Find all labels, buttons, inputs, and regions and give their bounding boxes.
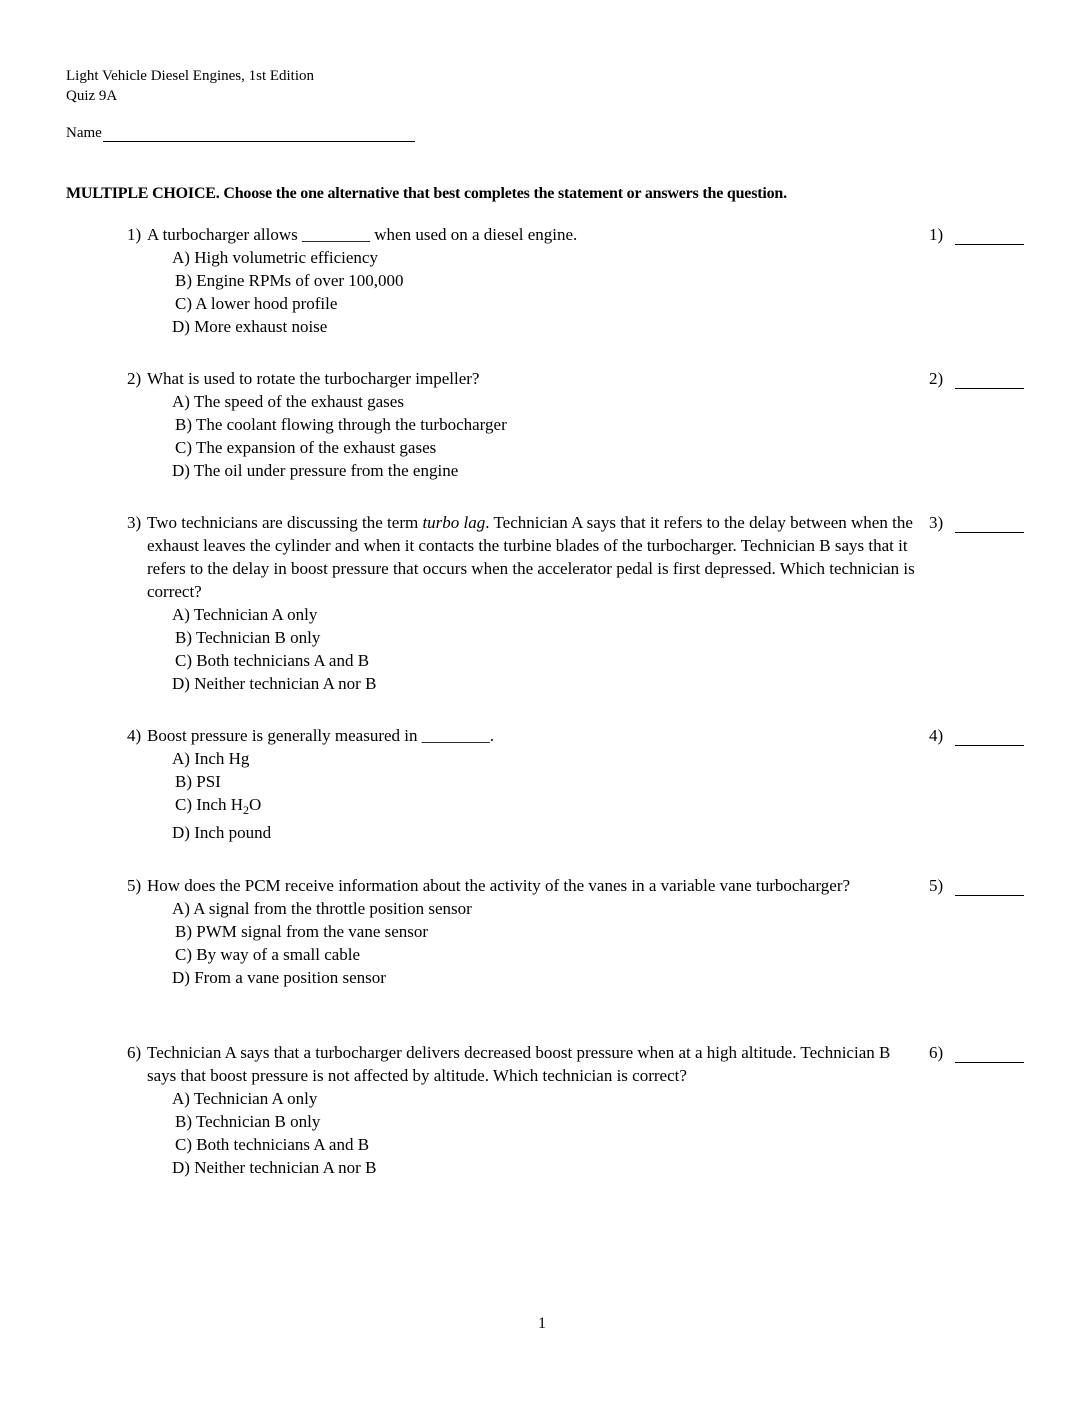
option-a: A) Inch Hg bbox=[172, 749, 250, 768]
document-header bbox=[66, 66, 314, 106]
option-b: B) PWM signal from the vane sensor bbox=[175, 922, 429, 941]
subscript: 2 bbox=[242, 803, 249, 817]
option-b: B) Engine RPMs of over 100,000 bbox=[175, 271, 404, 290]
option-c: C) A lower hood profile bbox=[175, 294, 338, 313]
answer-blank[interactable] bbox=[955, 518, 1024, 533]
question-number: 6) bbox=[127, 1043, 142, 1062]
name-field-row bbox=[66, 124, 415, 142]
answer-number: 6) bbox=[929, 1043, 944, 1062]
option-c: C) The expansion of the exhaust gases bbox=[175, 438, 437, 457]
answer-blank[interactable] bbox=[955, 230, 1024, 245]
answer-options bbox=[172, 603, 917, 695]
question-number: 3) bbox=[127, 513, 142, 532]
question-stem-post: . Technician A says that it refers to the delay between when the exhaust leaves the cylinder and when it contacts the turbine blades of the turbocharger. Technician B says that it refers to the delay in boost pressure that occurs when the accelerator pedal is first depressed. Which technician is correct? bbox=[147, 513, 915, 601]
answer-blank[interactable] bbox=[955, 731, 1024, 746]
question-2 bbox=[127, 367, 917, 482]
option-a: A) Technician A only bbox=[172, 1089, 318, 1108]
answer-number: 2) bbox=[929, 369, 944, 388]
question-4 bbox=[127, 724, 917, 844]
option-d: D) Neither technician A nor B bbox=[172, 674, 377, 693]
question-stem: Boost pressure is generally measured in ________. bbox=[147, 726, 495, 745]
question-stem-pre: Two technicians are discussing the term bbox=[147, 513, 423, 532]
question-stem: What is used to rotate the turbocharger impeller? bbox=[147, 369, 480, 388]
answer-number: 5) bbox=[929, 876, 944, 895]
answer-slot-6 bbox=[929, 1043, 1024, 1063]
book-title: Light Vehicle Diesel Engines, 1st Edition bbox=[66, 68, 315, 84]
question-stem: A turbocharger allows ________ when used on a diesel engine. bbox=[147, 225, 578, 244]
question-number: 1) bbox=[127, 225, 142, 244]
option-c-text: C) Inch H bbox=[175, 795, 243, 814]
answer-options bbox=[172, 390, 917, 482]
option-d: D) Neither technician A nor B bbox=[172, 1158, 377, 1177]
answer-blank[interactable] bbox=[955, 881, 1024, 896]
option-a: A) A signal from the throttle position sensor bbox=[172, 899, 472, 918]
option-d: D) Inch pound bbox=[172, 823, 272, 842]
answer-options bbox=[172, 1087, 917, 1179]
name-blank-line[interactable] bbox=[103, 124, 415, 142]
option-b: B) PSI bbox=[175, 772, 221, 791]
option-c: C) Both technicians A and B bbox=[175, 1135, 370, 1154]
option-d: D) More exhaust noise bbox=[172, 317, 328, 336]
option-a: A) High volumetric efficiency bbox=[172, 248, 378, 267]
question-3 bbox=[127, 511, 917, 695]
option-b: B) Technician B only bbox=[175, 1112, 321, 1131]
option-a: A) Technician A only bbox=[172, 605, 318, 624]
question-stem-italic-term: turbo lag bbox=[422, 513, 486, 532]
option-c: C) Both technicians A and B bbox=[175, 651, 370, 670]
answer-options bbox=[172, 897, 917, 989]
answer-number: 1) bbox=[929, 225, 944, 244]
answer-slot-2 bbox=[929, 369, 1024, 389]
answer-slot-1 bbox=[929, 225, 1024, 245]
answer-slot-5 bbox=[929, 876, 1024, 896]
question-number: 5) bbox=[127, 876, 142, 895]
option-d: D) From a vane position sensor bbox=[172, 968, 386, 987]
page-number: 1 bbox=[538, 1315, 546, 1332]
quiz-title: Quiz 9A bbox=[66, 88, 118, 104]
question-6 bbox=[127, 1041, 917, 1179]
option-b: B) The coolant flowing through the turbocharger bbox=[175, 415, 507, 434]
section-instructions: MULTIPLE CHOICE. Choose the one alternative that best completes the statement or answers the question. bbox=[66, 185, 787, 202]
question-number: 2) bbox=[127, 369, 142, 388]
name-label: Name bbox=[66, 125, 102, 141]
answer-blank[interactable] bbox=[955, 374, 1024, 389]
question-stem: Technician A says that a turbocharger delivers decreased boost pressure when at a high altitude. Technician B says that boost pressure is not affected by altitude. Which technician is correct? bbox=[147, 1043, 891, 1085]
answer-options bbox=[172, 246, 917, 338]
answer-options bbox=[172, 747, 917, 844]
answer-number: 3) bbox=[929, 513, 944, 532]
option-c-text-end: O bbox=[248, 795, 262, 814]
option-c bbox=[172, 793, 917, 821]
option-b: B) Technician B only bbox=[175, 628, 321, 647]
question-stem: How does the PCM receive information about the activity of the vanes in a variable vane turbocharger? bbox=[147, 876, 851, 895]
answer-blank[interactable] bbox=[955, 1048, 1024, 1063]
option-c: C) By way of a small cable bbox=[175, 945, 361, 964]
question-5 bbox=[127, 874, 917, 989]
answer-number: 4) bbox=[929, 726, 944, 745]
question-number: 4) bbox=[127, 726, 142, 745]
option-d: D) The oil under pressure from the engine bbox=[172, 461, 459, 480]
answer-slot-4 bbox=[929, 726, 1024, 746]
option-a: A) The speed of the exhaust gases bbox=[172, 392, 404, 411]
question-1 bbox=[127, 223, 917, 338]
answer-slot-3 bbox=[929, 513, 1024, 533]
